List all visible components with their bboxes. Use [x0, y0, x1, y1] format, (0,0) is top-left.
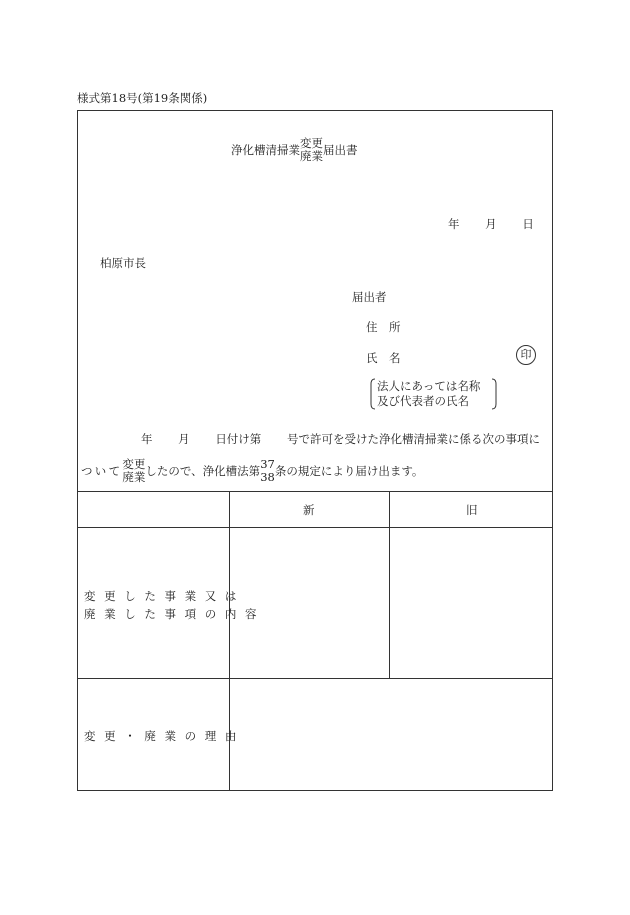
body-month-label: 月 — [178, 432, 190, 446]
title-prefix: 浄化槽清掃業 — [231, 143, 300, 157]
new-content-cell[interactable] — [230, 528, 388, 677]
date-line — [448, 216, 534, 232]
bracket-left-icon — [370, 378, 376, 410]
body-article-38: 38 — [260, 470, 275, 484]
address-label: 住 所 — [366, 320, 401, 334]
title-options — [300, 137, 323, 163]
notifier-label: 届出者 — [352, 290, 387, 304]
body-closing-text: 条の規定により届け出ます。 — [274, 464, 424, 478]
body-article-37: 37 — [260, 457, 275, 471]
addressee: 柏原市長 — [100, 256, 146, 270]
name-label: 氏 名 — [366, 351, 401, 365]
form-number: 様式第18号(第19条関係) — [77, 91, 208, 105]
body-article-options — [260, 458, 275, 484]
page-title — [231, 137, 358, 163]
reason-cell[interactable] — [230, 679, 552, 790]
bracket-right-icon — [491, 378, 497, 410]
body-text-line1 — [141, 431, 540, 447]
title-suffix: 届出書 — [323, 143, 358, 157]
table-top-line — [77, 491, 553, 492]
old-content-cell[interactable] — [390, 528, 552, 677]
row2-label: 変更・廃業の理由 — [84, 729, 245, 743]
title-option-change: 変更 — [300, 136, 323, 150]
row1-label-line1: 変更した事業又は — [84, 589, 245, 603]
date-day-label: 日 — [522, 217, 534, 231]
seal-icon — [516, 345, 536, 365]
corporate-note-line1: 法人にあっては名称 — [377, 379, 481, 393]
title-option-abolish: 廃業 — [300, 149, 323, 163]
body-law-text: したので、浄化槽法第 — [145, 464, 261, 478]
date-year-label: 年 — [448, 217, 460, 231]
body-change-options — [122, 458, 145, 484]
corporate-note-line2: 及び代表者の氏名 — [377, 394, 469, 408]
table-header-new: 新 — [303, 503, 315, 517]
table-header-old: 旧 — [466, 503, 478, 517]
body-permit-text: 号で許可を受けた浄化槽清掃業に係る次の事項に — [286, 432, 540, 446]
seal-mark: 印 — [516, 345, 536, 365]
body-about-label: ついて — [81, 464, 123, 478]
body-option-abolish: 廃業 — [122, 470, 146, 484]
corporate-note — [370, 378, 497, 410]
body-option-change: 変更 — [122, 457, 146, 471]
body-dated-label: 日付け第 — [215, 432, 262, 446]
body-year-label: 年 — [141, 432, 153, 446]
row1-label-line2: 廃業した事項の内容 — [84, 607, 266, 621]
date-month-label: 月 — [485, 217, 497, 231]
body-text-line2 — [81, 458, 423, 484]
